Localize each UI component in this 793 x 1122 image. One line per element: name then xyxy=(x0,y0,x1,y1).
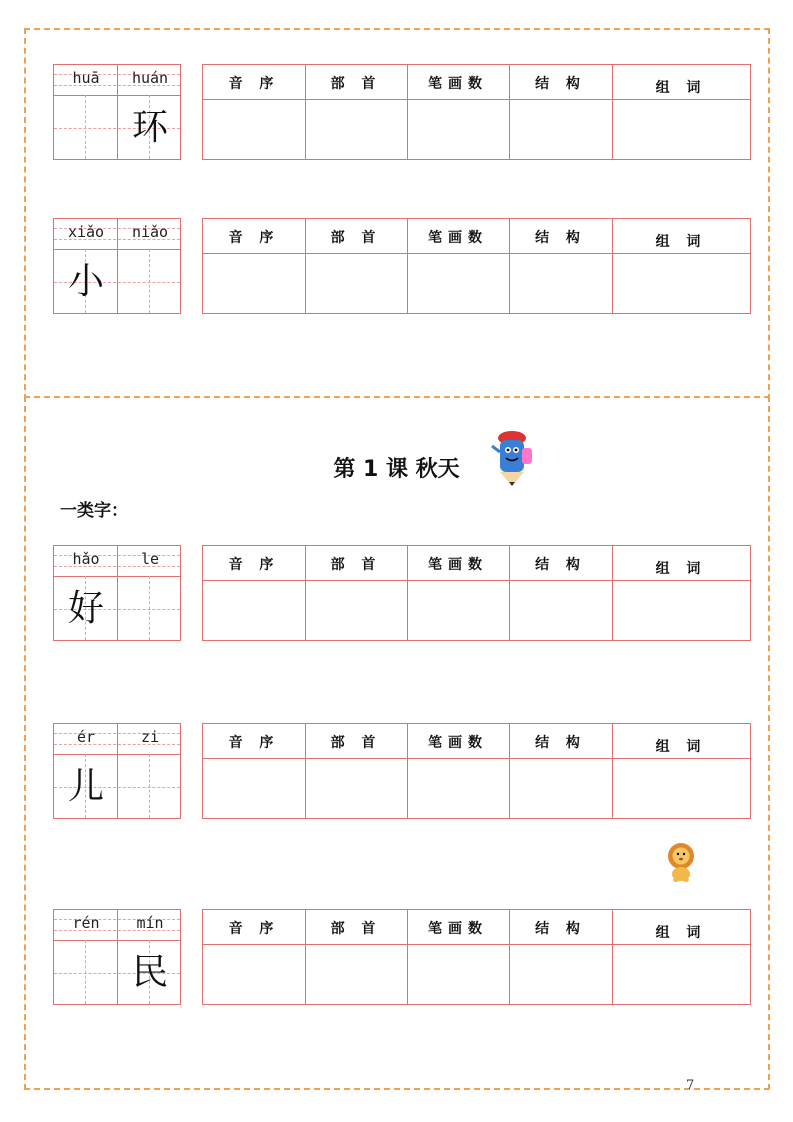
page-number: 7 xyxy=(686,1078,695,1093)
table-header-cell: 部 首 xyxy=(330,76,382,92)
table-header-cell: 部 首 xyxy=(330,921,382,937)
table-header-cell: 音 序 xyxy=(228,557,280,573)
pinyin-right: mín xyxy=(136,914,164,932)
pinyin-grid xyxy=(53,545,181,641)
table-header-cell: 音 序 xyxy=(228,921,280,937)
hanzi-character: 民 xyxy=(131,952,168,993)
lion-icon xyxy=(664,842,698,882)
character-info-table xyxy=(202,545,751,641)
table-header-cell: 结 构 xyxy=(535,230,586,246)
section-label: 一类字： xyxy=(60,501,128,521)
table-header-cell: 笔画数 xyxy=(428,557,488,573)
pinyin-left: hǎo xyxy=(72,550,100,568)
hanzi-character: 环 xyxy=(131,107,168,148)
table-header-cell: 组 词 xyxy=(655,739,707,755)
pinyin-left: ér xyxy=(76,728,96,746)
hanzi-character: 儿 xyxy=(67,766,104,807)
table-header-cell: 组 词 xyxy=(655,80,707,96)
table-header-cell: 笔画数 xyxy=(428,76,488,92)
pinyin-left: rén xyxy=(72,914,100,932)
table-header-cell: 部 首 xyxy=(330,735,382,751)
table-header-cell: 结 构 xyxy=(535,557,586,573)
table-header-cell: 结 构 xyxy=(535,76,586,92)
table-header-cell: 笔画数 xyxy=(428,230,488,246)
table-header-cell: 音 序 xyxy=(228,76,280,92)
pinyin-grid xyxy=(53,64,181,160)
pinyin-left: xiǎo xyxy=(67,223,105,241)
table-header-cell: 音 序 xyxy=(228,735,280,751)
table-header-cell: 组 词 xyxy=(655,234,707,250)
table-header-cell: 笔画数 xyxy=(428,921,488,937)
character-info-table xyxy=(202,723,751,819)
table-header-cell: 组 词 xyxy=(655,561,707,577)
table-header-cell: 笔画数 xyxy=(428,735,488,751)
table-header-cell: 组 词 xyxy=(655,925,707,941)
character-info-table xyxy=(202,64,751,160)
table-header-cell: 结 构 xyxy=(535,735,586,751)
table-header-cell: 部 首 xyxy=(330,557,382,573)
pinyin-right: le xyxy=(140,550,160,568)
pinyin-right: niǎo xyxy=(131,223,169,241)
pinyin-grid xyxy=(53,723,181,819)
pinyin-right: zi xyxy=(140,728,160,746)
hanzi-character: 小 xyxy=(67,261,104,302)
table-header-cell: 结 构 xyxy=(535,921,586,937)
pinyin-grid xyxy=(53,218,181,314)
pinyin-right: huán xyxy=(131,69,169,87)
character-info-table xyxy=(202,218,751,314)
pencil-mascot-icon xyxy=(488,428,538,490)
table-header-cell: 音 序 xyxy=(228,230,280,246)
hanzi-character: 好 xyxy=(67,588,104,629)
pinyin-grid xyxy=(53,909,181,1005)
pinyin-left: huā xyxy=(72,69,100,87)
lesson-title: 第 1 课 秋天 xyxy=(333,457,460,482)
table-header-cell: 部 首 xyxy=(330,230,382,246)
character-info-table xyxy=(202,909,751,1005)
